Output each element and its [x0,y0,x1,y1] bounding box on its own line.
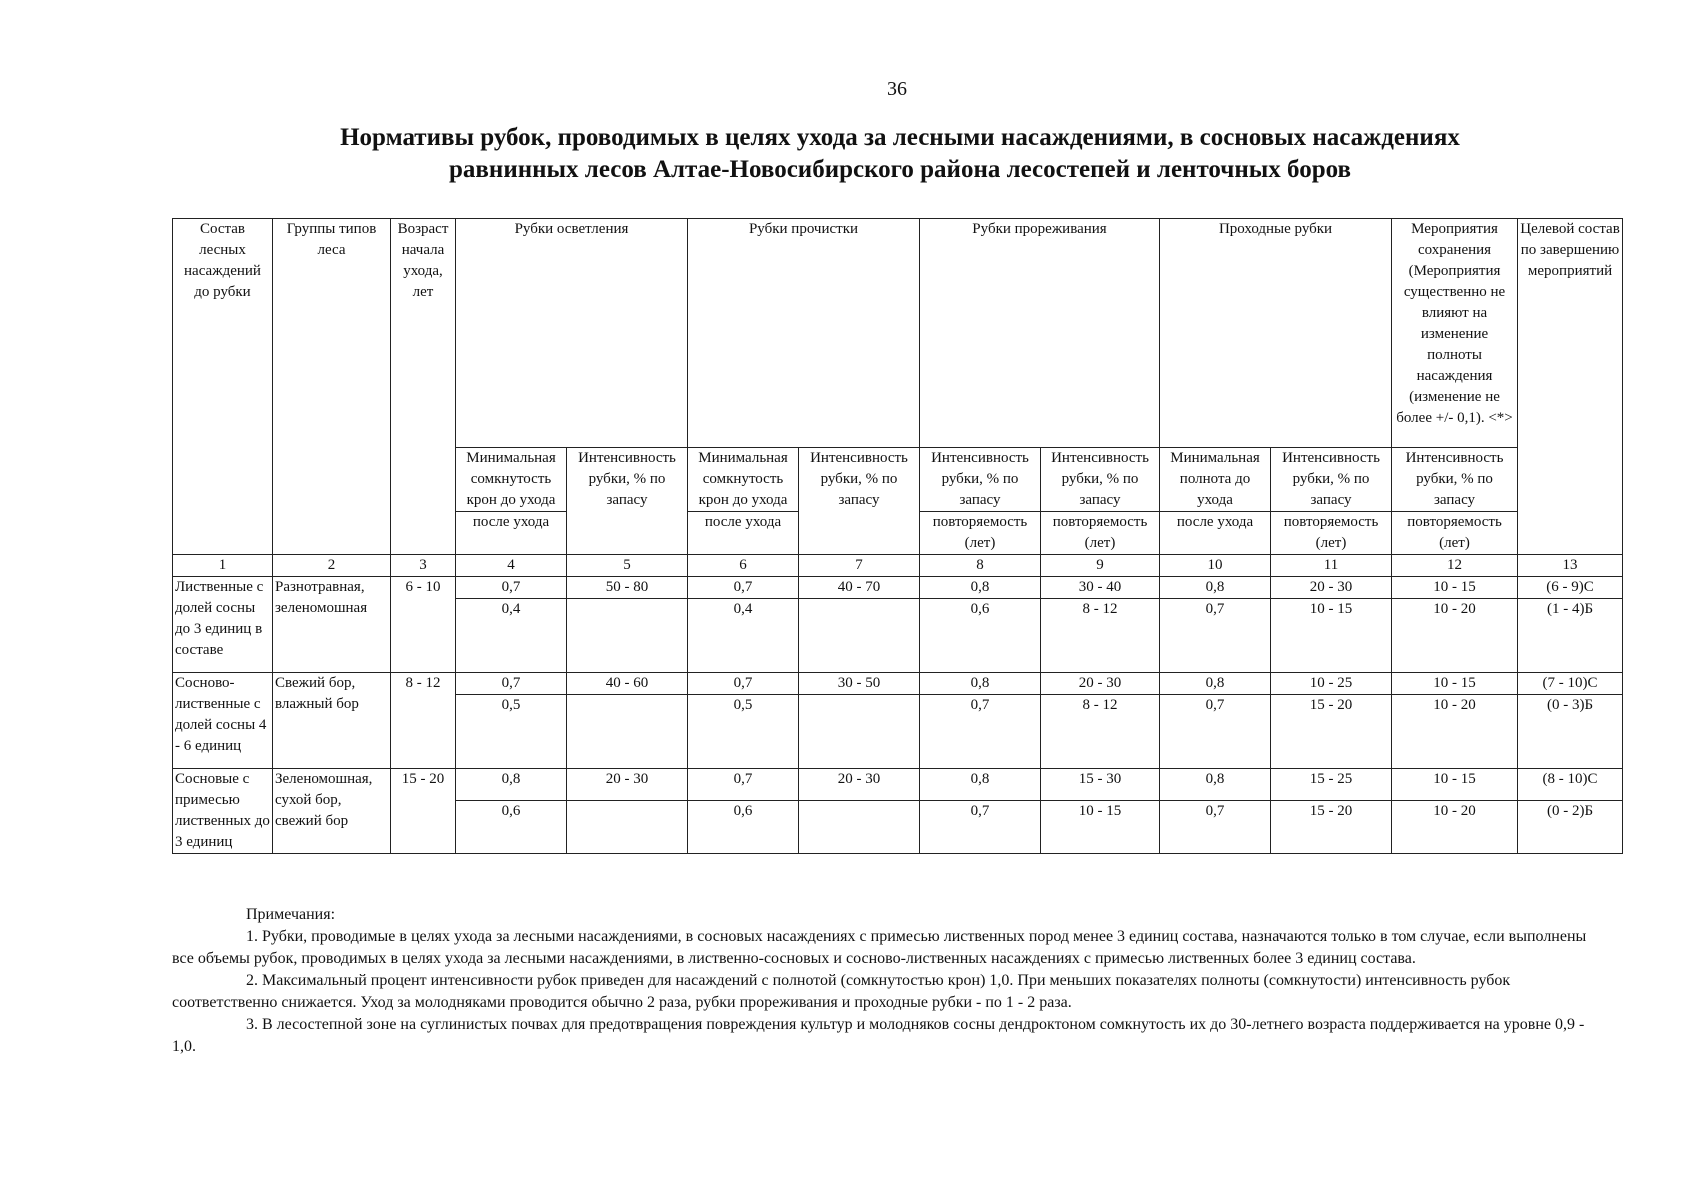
page-number: 36 [887,78,907,100]
table-row [173,577,1623,599]
col-number: 10 [1160,555,1271,577]
value-cell: 0,7 [688,577,799,599]
document-title [250,122,1550,186]
col-number: 8 [920,555,1041,577]
col-number: 1 [173,555,273,577]
header-min-density: Минимальная полнота до ухода [1160,448,1271,512]
value-cell: 0,7 [1160,695,1271,769]
value-cell [799,599,920,673]
value-cell: 30 - 40 [1041,577,1160,599]
header-clearing: Рубки осветления [456,219,688,448]
value-cell: (1 - 4)Б [1518,599,1623,673]
value-cell: 8 - 12 [1041,599,1160,673]
value-cell: 10 - 15 [1392,577,1518,599]
value-cell: (0 - 3)Б [1518,695,1623,769]
value-cell: 0,8 [920,673,1041,695]
col-number: 7 [799,555,920,577]
col-number: 2 [273,555,391,577]
value-cell: 0,8 [1160,673,1271,695]
value-cell: 0,5 [456,695,567,769]
value-cell: 0,7 [456,577,567,599]
note-3: 3. В лесостепной зоне на суглинистых почвах для предотвращения повреждения культур и молодняков сосны дендроктоном сомкнутость их до 30-летнего возраста поддерживается на уровне 0,9 - 1,0. [172,1016,1585,1055]
value-cell: 20 - 30 [1271,577,1392,599]
header-forest-types: Группы типов леса [273,219,391,555]
header-target: Целевой состав по завершению мероприятий [1518,219,1623,555]
value-cell: 0,8 [920,577,1041,599]
table-row [173,695,1623,769]
value-cell: 10 - 20 [1392,801,1518,854]
value-cell: 8 - 12 [1041,695,1160,769]
value-cell: 0,7 [1160,599,1271,673]
value-cell: 40 - 60 [567,673,688,695]
value-cell: 10 - 15 [1271,599,1392,673]
value-cell: 0,4 [688,599,799,673]
composition-cell: Лиственные с долей сосны до 3 единиц в составе [173,577,273,673]
value-cell: 30 - 50 [799,673,920,695]
forest-type-cell: Разнотравная, зеленомошная [273,577,391,673]
table-row [173,599,1623,673]
col-number: 3 [391,555,456,577]
header-composition: Состав лесных насаждений до рубки [173,219,273,555]
value-cell: 0,7 [920,801,1041,854]
header-intensity-thinning-2: Интенсивность рубки, % по запасу [1041,448,1160,512]
value-cell: 0,8 [1160,577,1271,599]
forest-type-cell: Свежий бор, влажный бор [273,673,391,769]
value-cell: 50 - 80 [567,577,688,599]
forest-type-cell: Зеленомошная, сухой бор, свежий бор [273,769,391,854]
header-min-canopy-clearing: Минимальная сомкнутость крон до ухода [456,448,567,512]
value-cell: 0,7 [688,769,799,801]
value-cell: (0 - 2)Б [1518,801,1623,854]
value-cell: 0,7 [1160,801,1271,854]
header-age: Возраст начала ухода, лет [391,219,456,555]
value-cell: 10 - 15 [1392,673,1518,695]
col-number: 11 [1271,555,1392,577]
age-cell-empty [391,599,456,673]
column-number-row [173,555,1623,577]
value-cell: 15 - 30 [1041,769,1160,801]
value-cell [567,801,688,854]
header-row-top [173,219,1623,448]
header-repeat-passing: повторяемость (лет) [1271,512,1392,555]
header-cleaning: Рубки прочистки [688,219,920,448]
header-intensity-measures: Интенсивность рубки, % по запасу [1392,448,1518,512]
value-cell [567,695,688,769]
col-number: 4 [456,555,567,577]
value-cell [799,801,920,854]
composition-cell: Сосновые с примесью лиственных до 3 единиц [173,769,273,854]
value-cell: 0,6 [688,801,799,854]
header-intensity-thinning-1: Интенсивность рубки, % по запасу [920,448,1041,512]
value-cell: 0,7 [688,673,799,695]
table-row [173,673,1623,695]
header-measures: Мероприятия сохранения (Мероприятия существенно не влияют на изменение полноты насаждения (изменение не более +/- 0,1). <*> [1392,219,1518,448]
value-cell: 0,5 [688,695,799,769]
header-intensity-cleaning: Интенсивность рубки, % по запасу [799,448,920,555]
value-cell: 10 - 25 [1271,673,1392,695]
header-intensity-passing: Интенсивность рубки, % по запасу [1271,448,1392,512]
value-cell: 10 - 20 [1392,599,1518,673]
value-cell: 0,8 [1160,769,1271,801]
col-number: 5 [567,555,688,577]
value-cell: 20 - 30 [567,769,688,801]
value-cell [799,695,920,769]
header-min-canopy-cleaning: Минимальная сомкнутость крон до ухода [688,448,799,512]
value-cell: 15 - 20 [1271,801,1392,854]
header-repeat-measures: повторяемость (лет) [1392,512,1518,555]
table-row [173,801,1623,854]
notes-heading: Примечания: [246,906,336,923]
value-cell: (7 - 10)С [1518,673,1623,695]
value-cell: 10 - 15 [1041,801,1160,854]
value-cell: 0,8 [456,769,567,801]
note-2: 2. Максимальный процент интенсивности рубок приведен для насаждений с полнотой (сомкнутостью крон) 1,0. При меньших показателях полноты (сомкнутости) интенсивность рубок соответственно снижается. Уход за молодняками проводится обычно 2 раза, рубки прореживания и проходные рубки - по 1 - 2 раза. [172,972,1511,1011]
value-cell: 0,7 [456,673,567,695]
col-number: 6 [688,555,799,577]
value-cell: 0,7 [920,695,1041,769]
value-cell: 10 - 15 [1392,769,1518,801]
value-cell: 40 - 70 [799,577,920,599]
composition-cell: Сосново-лиственные с долей сосны 4 - 6 единиц [173,673,273,769]
header-repeat-thinning-1: повторяемость (лет) [920,512,1041,555]
value-cell [567,599,688,673]
note-1: 1. Рубки, проводимые в целях ухода за лесными насаждениями, в сосновых насаждениях с примесью лиственных пород менее 3 единиц состава, назначаются только в том случае, если выполнены все объемы рубок, проводимых в целях ухода за лесными насаждениями, в лиственно-сосновых и сосново-лиственных насаждениях с примесью лиственных более 3 единиц состава. [172,928,1587,967]
age-cell-empty [391,801,456,854]
table-row [173,769,1623,801]
age-cell-empty [391,695,456,769]
value-cell: 15 - 20 [1271,695,1392,769]
norms-table [172,218,1623,854]
value-cell: 0,6 [920,599,1041,673]
title-line-1: Нормативы рубок, проводимых в целях ухода за лесными насаждениями, в сосновых насаждениях [340,124,1460,151]
header-intensity-clearing: Интенсивность рубки, % по запасу [567,448,688,555]
header-passing: Проходные рубки [1160,219,1392,448]
value-cell: 0,8 [920,769,1041,801]
col-number: 12 [1392,555,1518,577]
value-cell: (8 - 10)С [1518,769,1623,801]
value-cell: (6 - 9)С [1518,577,1623,599]
header-after-clearing: после ухода [456,512,567,555]
value-cell: 0,6 [456,801,567,854]
value-cell: 10 - 20 [1392,695,1518,769]
age-cell: 15 - 20 [391,769,456,801]
header-repeat-thinning-2: повторяемость (лет) [1041,512,1160,555]
header-after-passing: после ухода [1160,512,1271,555]
header-thinning: Рубки прореживания [920,219,1160,448]
age-cell: 8 - 12 [391,673,456,695]
value-cell: 15 - 25 [1271,769,1392,801]
age-cell: 6 - 10 [391,577,456,599]
value-cell: 20 - 30 [1041,673,1160,695]
col-number: 9 [1041,555,1160,577]
title-line-2: равнинных лесов Алтае-Новосибирского района лесостепей и ленточных боров [449,156,1351,183]
header-after-cleaning: после ухода [688,512,799,555]
notes-section [172,904,1612,1058]
value-cell: 0,4 [456,599,567,673]
value-cell: 20 - 30 [799,769,920,801]
col-number: 13 [1518,555,1623,577]
